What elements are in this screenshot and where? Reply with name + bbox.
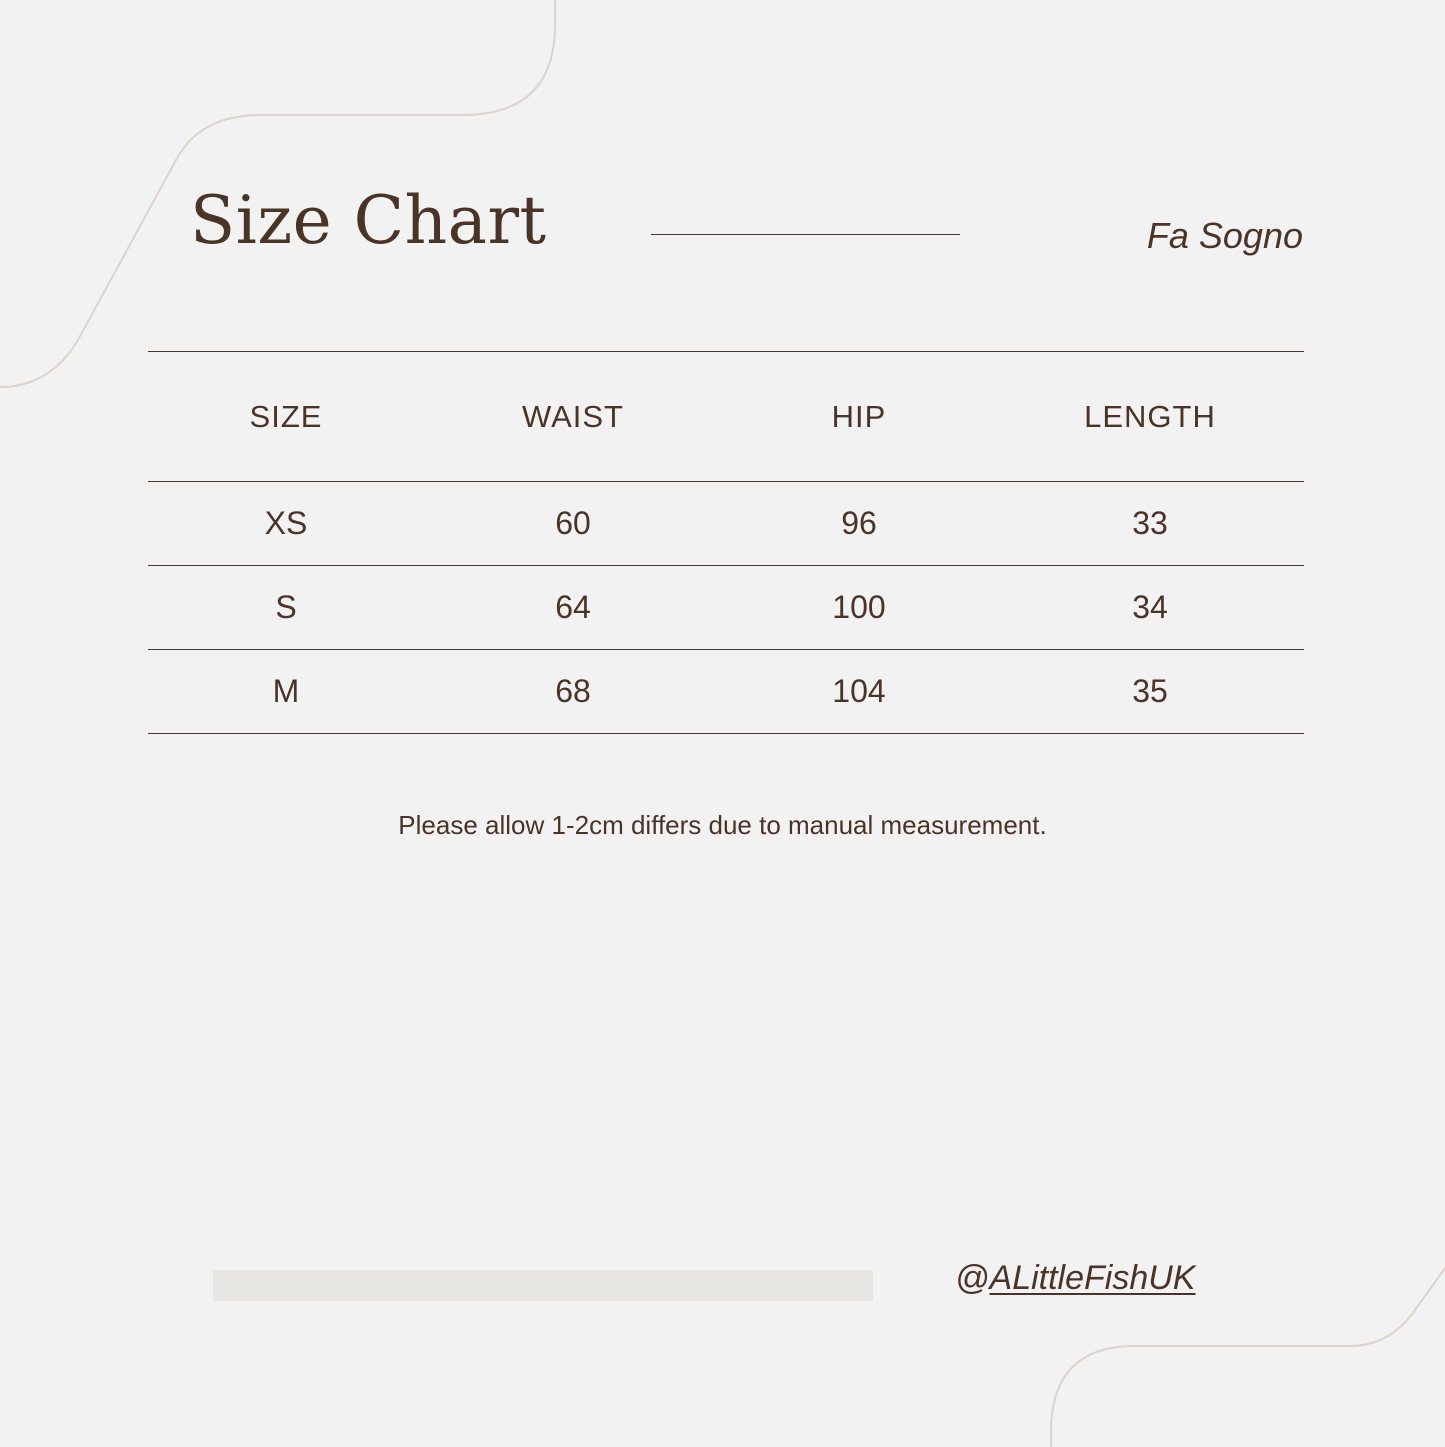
column-header-length: LENGTH: [996, 352, 1304, 482]
table-row: [148, 566, 1304, 650]
title-divider: [651, 234, 960, 235]
handle-name[interactable]: ALittleFishUK: [989, 1259, 1196, 1297]
page-title: Size Chart: [190, 182, 547, 259]
handle-prefix: @: [955, 1259, 990, 1297]
cell-hip: 104: [722, 650, 996, 734]
column-header-hip: HIP: [722, 352, 996, 482]
cell-hip: 96: [722, 482, 996, 566]
column-header-waist: WAIST: [424, 352, 722, 482]
cell-length: 34: [996, 566, 1304, 650]
table-header-row: [148, 352, 1304, 482]
brand-name: Fa Sogno: [1146, 215, 1303, 256]
table-row: [148, 482, 1304, 566]
social-handle[interactable]: [955, 1258, 1195, 1299]
cell-waist: 64: [424, 566, 722, 650]
cell-size: XS: [148, 482, 424, 566]
column-header-size: SIZE: [148, 352, 424, 482]
cell-size: M: [148, 650, 424, 734]
measurement-note: Please allow 1-2cm differs due to manual measurement.: [398, 810, 1047, 840]
cell-waist: 68: [424, 650, 722, 734]
size-table: [148, 351, 1304, 734]
cell-hip: 100: [722, 566, 996, 650]
footer-bar: [213, 1270, 873, 1301]
cell-waist: 60: [424, 482, 722, 566]
table-row: [148, 650, 1304, 734]
cell-length: 33: [996, 482, 1304, 566]
cell-size: S: [148, 566, 424, 650]
cell-length: 35: [996, 650, 1304, 734]
